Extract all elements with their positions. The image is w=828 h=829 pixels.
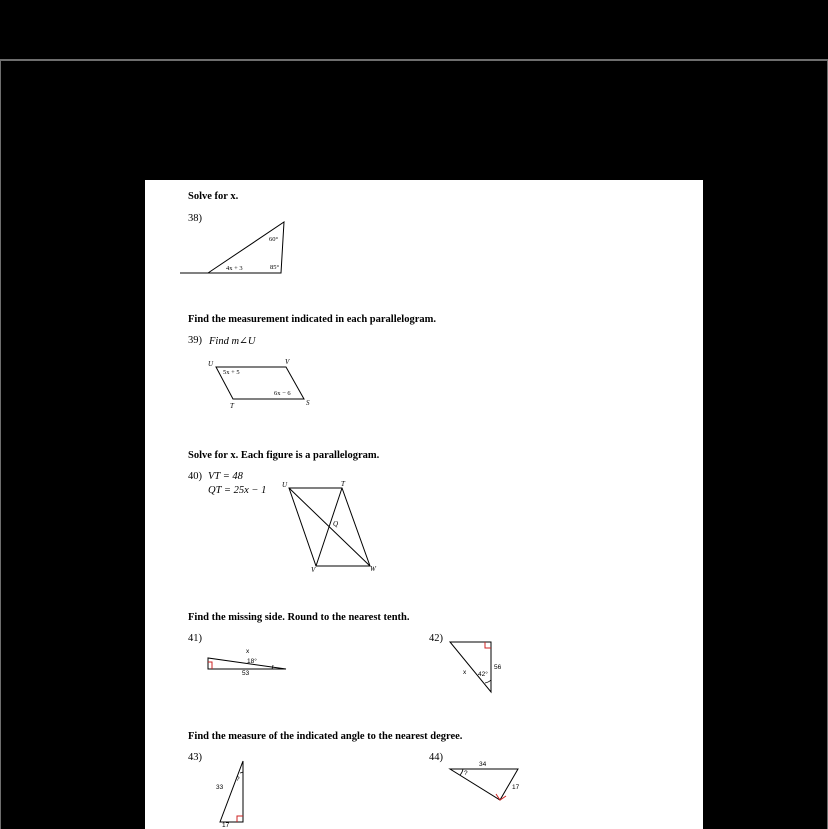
problem-41-number: 41) — [188, 633, 202, 644]
p43-base-17: 17 — [222, 822, 230, 829]
problem-42-number: 42) — [429, 633, 443, 644]
p39-vertex-u: U — [208, 360, 214, 368]
problem-40-number: 40) — [188, 471, 202, 482]
angle-arc-42 — [485, 680, 491, 683]
right-angle-mark-43 — [237, 816, 243, 822]
p41-hypotenuse-x: x — [246, 648, 250, 655]
heading-solve-for-x: Solve for x. — [188, 191, 239, 202]
problem-39-number: 39) — [188, 335, 202, 346]
p40-vertex-q: Q — [333, 520, 339, 528]
angle-arc-44 — [460, 769, 463, 775]
p43-angle-unknown: ? — [236, 776, 240, 783]
problem-43-number: 43) — [188, 752, 202, 763]
p44-top-34: 34 — [479, 761, 487, 768]
p40-vertex-u: U — [282, 481, 288, 489]
p39-angle-s-expr: 6x − 6 — [274, 390, 291, 397]
p40-vertex-v: V — [311, 566, 316, 574]
triangle-42 — [450, 642, 491, 692]
p44-angle-unknown: ? — [464, 770, 468, 777]
parallelogram-40 — [289, 488, 370, 566]
p43-hypotenuse-33: 33 — [216, 784, 224, 791]
problem-44-number: 44) — [429, 752, 443, 763]
p39-angle-u-expr: 5x + 5 — [223, 369, 240, 376]
p44-side-17: 17 — [512, 784, 520, 791]
p39-vertex-t: T — [230, 402, 234, 410]
p40-vertex-t: T — [341, 480, 345, 488]
p42-side-56: 56 — [494, 664, 502, 671]
p38-angle-top: 60° — [269, 236, 279, 243]
problem-39-prompt: Find m∠U — [209, 336, 256, 347]
heading-missing-side: Find the missing side. Round to the nearest tenth. — [188, 612, 410, 623]
problem-40-given-2: QT = 25x − 1 — [208, 485, 267, 496]
worksheet-page — [145, 180, 703, 829]
triangle-44 — [450, 769, 518, 800]
problem-40-given-1: VT = 48 — [208, 471, 243, 482]
p41-base-53: 53 — [242, 670, 250, 677]
problem-38-number: 38) — [188, 213, 202, 224]
heading-indicated-angle: Find the measure of the indicated angle to the nearest degree. — [188, 731, 463, 742]
p42-angle: 42° — [478, 671, 488, 678]
triangle-43 — [220, 761, 243, 822]
p39-vertex-s: S — [306, 399, 310, 407]
figures-canvas — [145, 180, 703, 829]
p42-hypotenuse-x: x — [463, 669, 467, 676]
right-angle-mark-41 — [208, 662, 212, 669]
p38-angle-right: 85° — [270, 264, 280, 271]
p41-angle: 18° — [247, 658, 257, 665]
p40-vertex-w: W — [370, 565, 376, 573]
heading-solve-parallelogram: Solve for x. Each figure is a parallelogram. — [188, 450, 380, 461]
p39-vertex-v: V — [285, 358, 290, 366]
right-angle-mark-44 — [496, 794, 506, 800]
right-angle-mark-42 — [485, 642, 491, 648]
p38-exterior-angle: 4x + 3 — [226, 265, 243, 272]
heading-parallelogram-measure: Find the measurement indicated in each parallelogram. — [188, 314, 436, 325]
